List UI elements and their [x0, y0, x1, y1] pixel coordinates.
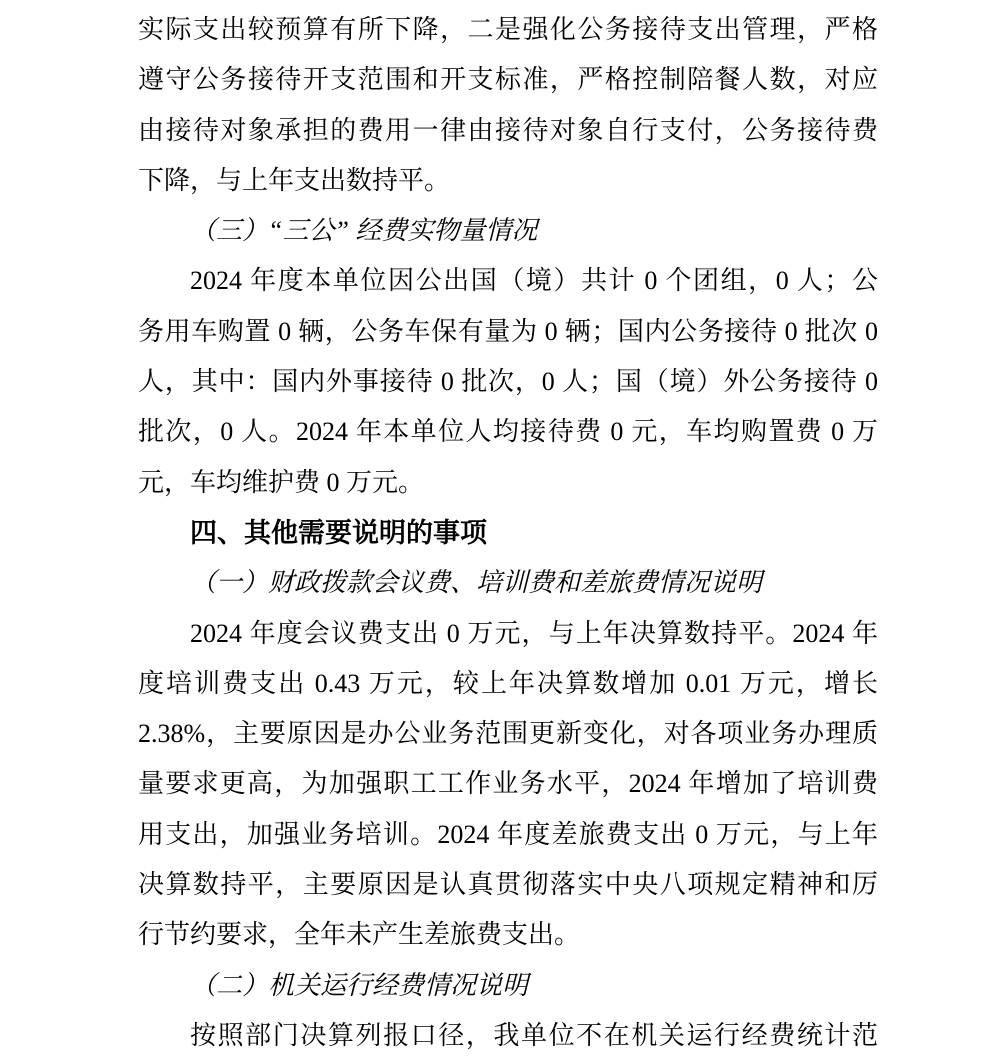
- text-line: 用支出，加强业务培训。2024 年度差旅费支出 0 万元，与上年: [138, 819, 878, 849]
- text-line: 人，其中：国内外事接待 0 批次，0 人；国（境）外公务接待 0: [138, 367, 878, 397]
- text-line: 元，车均维护费 0 万元。: [138, 467, 425, 497]
- section-heading: 四、其他需要说明的事项: [190, 517, 487, 548]
- text-line: 2024 年度本单位因公出国（境）共计 0 个团组，0 人；公: [190, 266, 878, 296]
- subsection-heading: （二）机关运行经费情况说明: [190, 970, 529, 1000]
- text-line: 遵守公务接待开支范围和开支标准，严格控制陪餐人数，对应: [138, 65, 878, 95]
- text-line: 实际支出较预算有所下降，二是强化公务接待支出管理，严格: [138, 15, 878, 44]
- text-line: 由接待对象承担的费用一律由接待对象自行支付，公务接待费: [138, 115, 878, 145]
- text-line: 按照部门决算列报口径，我单位不在机关运行经费统计范: [190, 1020, 878, 1050]
- subsection-heading: （三）“三公” 经费实物量情况: [190, 216, 538, 246]
- text-line: 务用车购置 0 辆，公务车保有量为 0 辆；国内公务接待 0 批次 0: [138, 316, 878, 346]
- text-line: 量要求更高，为加强职工工作业务水平，2024 年增加了培训费: [138, 769, 878, 799]
- subsection-heading: （一）财政拨款会议费、培训费和差旅费情况说明: [190, 568, 763, 598]
- text-line: 2024 年度会议费支出 0 万元，与上年决算数持平。2024 年: [190, 618, 878, 648]
- text-line: 度培训费支出 0.43 万元，较上年决算数增加 0.01 万元，增长: [138, 668, 878, 698]
- text-line: 决算数持平，主要原因是认真贯彻落实中央八项规定精神和厉: [138, 870, 878, 900]
- text-line: 2.38%，主要原因是办公业务范围更新变化，对各项业务办理质: [138, 719, 878, 749]
- text-line: 批次，0 人。2024 年本单位人均接待费 0 元，车均购置费 0 万: [138, 417, 878, 447]
- text-line: 下降，与上年支出数持平。: [138, 165, 451, 195]
- text-block: [138, 5, 878, 1056]
- text-line: 行节约要求，全年未产生差旅费支出。: [138, 920, 581, 950]
